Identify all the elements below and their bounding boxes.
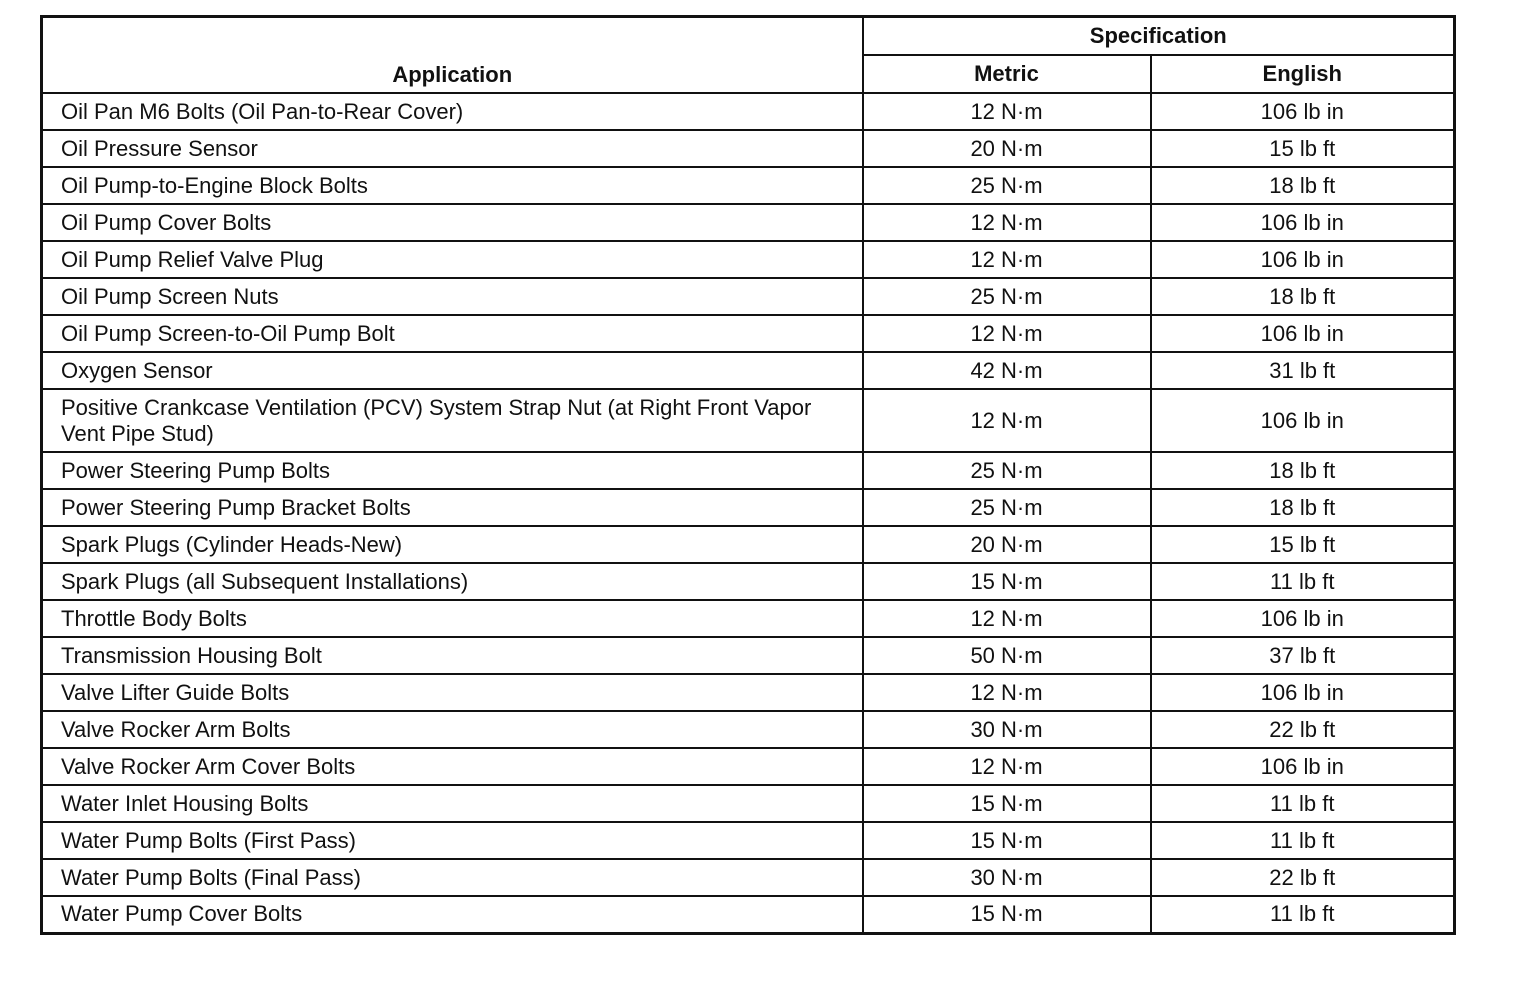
table-row xyxy=(42,822,1455,859)
application-cell: Valve Lifter Guide Bolts xyxy=(42,674,863,711)
table-row xyxy=(42,563,1455,600)
english-cell: 11 lb ft xyxy=(1151,785,1455,822)
table-row xyxy=(42,452,1455,489)
table-row xyxy=(42,896,1455,933)
application-cell: Positive Crankcase Ventilation (PCV) System Strap Nut (at Right Front Vapor Vent Pipe Stud) xyxy=(42,389,863,452)
english-cell: 106 lb in xyxy=(1151,600,1455,637)
english-cell: 18 lb ft xyxy=(1151,167,1455,204)
table-row xyxy=(42,352,1455,389)
english-cell: 18 lb ft xyxy=(1151,452,1455,489)
english-cell: 106 lb in xyxy=(1151,674,1455,711)
english-cell: 106 lb in xyxy=(1151,389,1455,452)
metric-cell: 15 N·m xyxy=(863,822,1151,859)
metric-cell: 15 N·m xyxy=(863,563,1151,600)
application-cell: Throttle Body Bolts xyxy=(42,600,863,637)
metric-cell: 12 N·m xyxy=(863,600,1151,637)
metric-column-header: Metric xyxy=(863,55,1151,93)
application-cell: Oil Pump Cover Bolts xyxy=(42,204,863,241)
english-cell: 11 lb ft xyxy=(1151,563,1455,600)
application-cell: Spark Plugs (all Subsequent Installations) xyxy=(42,563,863,600)
table-row xyxy=(42,93,1455,130)
metric-cell: 25 N·m xyxy=(863,167,1151,204)
metric-cell: 20 N·m xyxy=(863,526,1151,563)
english-cell: 106 lb in xyxy=(1151,204,1455,241)
table-row xyxy=(42,637,1455,674)
english-cell: 15 lb ft xyxy=(1151,130,1455,167)
metric-cell: 12 N·m xyxy=(863,674,1151,711)
metric-cell: 42 N·m xyxy=(863,352,1151,389)
english-column-header: English xyxy=(1151,55,1455,93)
table-row xyxy=(42,859,1455,896)
table-header xyxy=(42,17,1455,94)
application-cell: Transmission Housing Bolt xyxy=(42,637,863,674)
application-cell: Power Steering Pump Bracket Bolts xyxy=(42,489,863,526)
application-cell: Water Pump Cover Bolts xyxy=(42,896,863,933)
english-cell: 106 lb in xyxy=(1151,93,1455,130)
specification-column-header: Specification xyxy=(863,17,1455,56)
metric-cell: 12 N·m xyxy=(863,748,1151,785)
application-cell: Oil Pump Relief Valve Plug xyxy=(42,241,863,278)
english-cell: 106 lb in xyxy=(1151,315,1455,352)
english-cell: 22 lb ft xyxy=(1151,711,1455,748)
application-cell: Valve Rocker Arm Bolts xyxy=(42,711,863,748)
english-cell: 31 lb ft xyxy=(1151,352,1455,389)
metric-cell: 25 N·m xyxy=(863,278,1151,315)
metric-cell: 50 N·m xyxy=(863,637,1151,674)
application-cell: Oxygen Sensor xyxy=(42,352,863,389)
english-cell: 37 lb ft xyxy=(1151,637,1455,674)
table-row xyxy=(42,204,1455,241)
english-cell: 18 lb ft xyxy=(1151,278,1455,315)
application-cell: Valve Rocker Arm Cover Bolts xyxy=(42,748,863,785)
table-row xyxy=(42,489,1455,526)
metric-cell: 25 N·m xyxy=(863,489,1151,526)
application-cell: Oil Pressure Sensor xyxy=(42,130,863,167)
metric-cell: 20 N·m xyxy=(863,130,1151,167)
application-cell: Oil Pump Screen Nuts xyxy=(42,278,863,315)
application-cell: Spark Plugs (Cylinder Heads-New) xyxy=(42,526,863,563)
metric-cell: 30 N·m xyxy=(863,711,1151,748)
metric-cell: 15 N·m xyxy=(863,896,1151,933)
english-cell: 18 lb ft xyxy=(1151,489,1455,526)
table-row xyxy=(42,130,1455,167)
metric-cell: 15 N·m xyxy=(863,785,1151,822)
table-row xyxy=(42,389,1455,452)
metric-cell: 25 N·m xyxy=(863,452,1151,489)
english-cell: 106 lb in xyxy=(1151,748,1455,785)
metric-cell: 30 N·m xyxy=(863,859,1151,896)
metric-cell: 12 N·m xyxy=(863,241,1151,278)
table-row xyxy=(42,674,1455,711)
table-row xyxy=(42,785,1455,822)
table-row xyxy=(42,711,1455,748)
application-cell: Power Steering Pump Bolts xyxy=(42,452,863,489)
table-row xyxy=(42,526,1455,563)
application-cell: Water Inlet Housing Bolts xyxy=(42,785,863,822)
english-cell: 11 lb ft xyxy=(1151,896,1455,933)
application-cell: Water Pump Bolts (Final Pass) xyxy=(42,859,863,896)
metric-cell: 12 N·m xyxy=(863,93,1151,130)
english-cell: 106 lb in xyxy=(1151,241,1455,278)
english-cell: 11 lb ft xyxy=(1151,822,1455,859)
torque-spec-table xyxy=(40,15,1456,935)
table-row xyxy=(42,315,1455,352)
english-cell: 15 lb ft xyxy=(1151,526,1455,563)
table-row xyxy=(42,167,1455,204)
metric-cell: 12 N·m xyxy=(863,315,1151,352)
application-cell: Oil Pan M6 Bolts (Oil Pan-to-Rear Cover) xyxy=(42,93,863,130)
table-row xyxy=(42,600,1455,637)
table-row xyxy=(42,241,1455,278)
metric-cell: 12 N·m xyxy=(863,389,1151,452)
application-cell: Oil Pump-to-Engine Block Bolts xyxy=(42,167,863,204)
application-cell: Oil Pump Screen-to-Oil Pump Bolt xyxy=(42,315,863,352)
table-row xyxy=(42,278,1455,315)
metric-cell: 12 N·m xyxy=(863,204,1151,241)
application-cell: Water Pump Bolts (First Pass) xyxy=(42,822,863,859)
header-row-top xyxy=(42,17,1455,56)
application-column-header: Application xyxy=(42,17,863,94)
table-row xyxy=(42,748,1455,785)
table-body xyxy=(42,93,1455,933)
english-cell: 22 lb ft xyxy=(1151,859,1455,896)
